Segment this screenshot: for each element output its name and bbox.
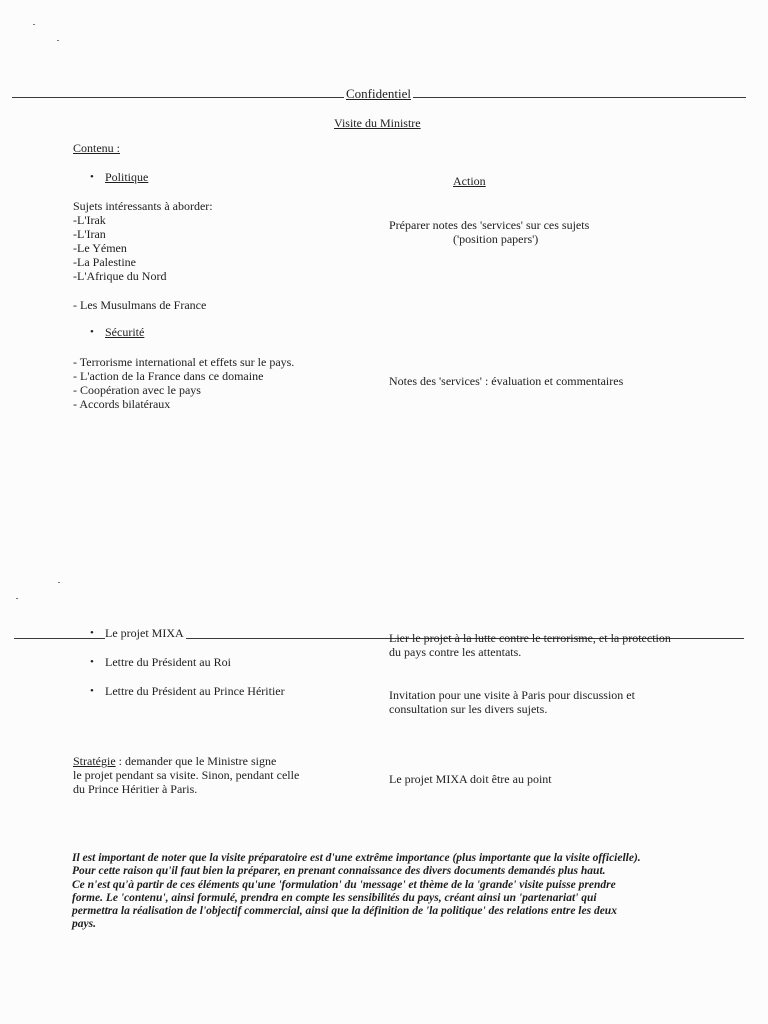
politique-action-line2: ('position papers') [453,232,539,246]
note-line: permettra la réalisation de l'objectif commercial, ainsi que la définition de 'la politique' des relations entre les deux [72,905,617,918]
list-item: -Le Yémen [73,241,127,255]
note-line: Il est important de noter que la visite préparatoire est d'une extrême importance (plus importante que la visite officielle). [72,852,641,864]
list-item: - Coopération avec le pays [73,383,201,397]
lettre-roi-label: Lettre du Président au Roi [105,655,231,669]
politique-heading: Politique [105,170,149,184]
scan-speck [33,24,35,25]
lettre-prince-label: Lettre du Président au Prince Héritier [105,684,285,698]
mixa-label: Le projet MIXA [105,626,184,640]
list-item: -L'Afrique du Nord [73,269,167,283]
note-line: Ce n'est qu'à partir de ces éléments qu'une 'formulation' du 'message' et thème de la 'grande' visite puisse prendre [72,878,616,891]
lettre-prince-action-line2: consultation sur les divers sujets. [389,702,548,716]
strategie-action: Le projet MIXA doit être au point [389,772,552,786]
list-item: - L'action de la France dans ce domaine [73,369,264,383]
bullet-icon: • [90,326,94,338]
action-heading: Action [453,174,486,188]
lettre-prince-action-line1: Invitation pour une visite à Paris pour discussion et [389,688,635,702]
bullet-icon: • [90,656,94,668]
bullet-icon: • [90,685,94,697]
scan-speck [58,582,60,583]
politique-action-line1: Préparer notes des 'services' sur ces sujets [389,218,590,232]
strategie-line3: du Prince Héritier à Paris. [73,782,198,796]
list-item: -La Palestine [73,255,136,269]
strategie-line1-text: : demander que le Ministre signe [115,754,277,768]
strategie-line2: le projet pendant sa visite. Sinon, pendant celle [73,768,300,782]
list-item: -L'Iran [73,227,106,241]
mixa-action-line1: Lier le projet à la lutte contre le terrorisme, et la protection [389,631,671,645]
politique-extra: - Les Musulmans de France [73,298,207,312]
contenu-label: Contenu : [73,141,120,155]
scan-speck [16,598,18,599]
bullet-icon: • [90,171,94,183]
strategie-label: Stratégie [73,754,116,768]
politique-intro: Sujets intéressants à aborder: [73,199,213,213]
closing-note [72,852,692,932]
securite-action: Notes des 'services' : évaluation et commentaires [389,374,624,388]
strategie-line1 [73,754,276,768]
note-line: Pour cette raison qu'il faut bien la préparer, en prenant connaissance des divers documents demandés plus haut. [72,865,606,878]
document-title: Visite du Ministre [334,116,421,130]
securite-heading: Sécurité [105,325,145,339]
note-line: forme. Le 'contenu', ainsi formulé, prendra en compte les sensibilités du pays, créant ainsi un 'partenariat' qui [72,891,597,904]
note-line: pays. [72,918,96,931]
confidential-label: Confidentiel [346,86,411,101]
list-item: -L'Irak [73,213,106,227]
list-item: - Accords bilatéraux [73,397,171,411]
scan-speck [57,40,59,41]
mixa-action-line2: du pays contre les attentats. [389,645,522,659]
list-item: - Terrorisme international et effets sur le pays. [73,355,295,369]
bullet-icon: • [90,627,94,639]
